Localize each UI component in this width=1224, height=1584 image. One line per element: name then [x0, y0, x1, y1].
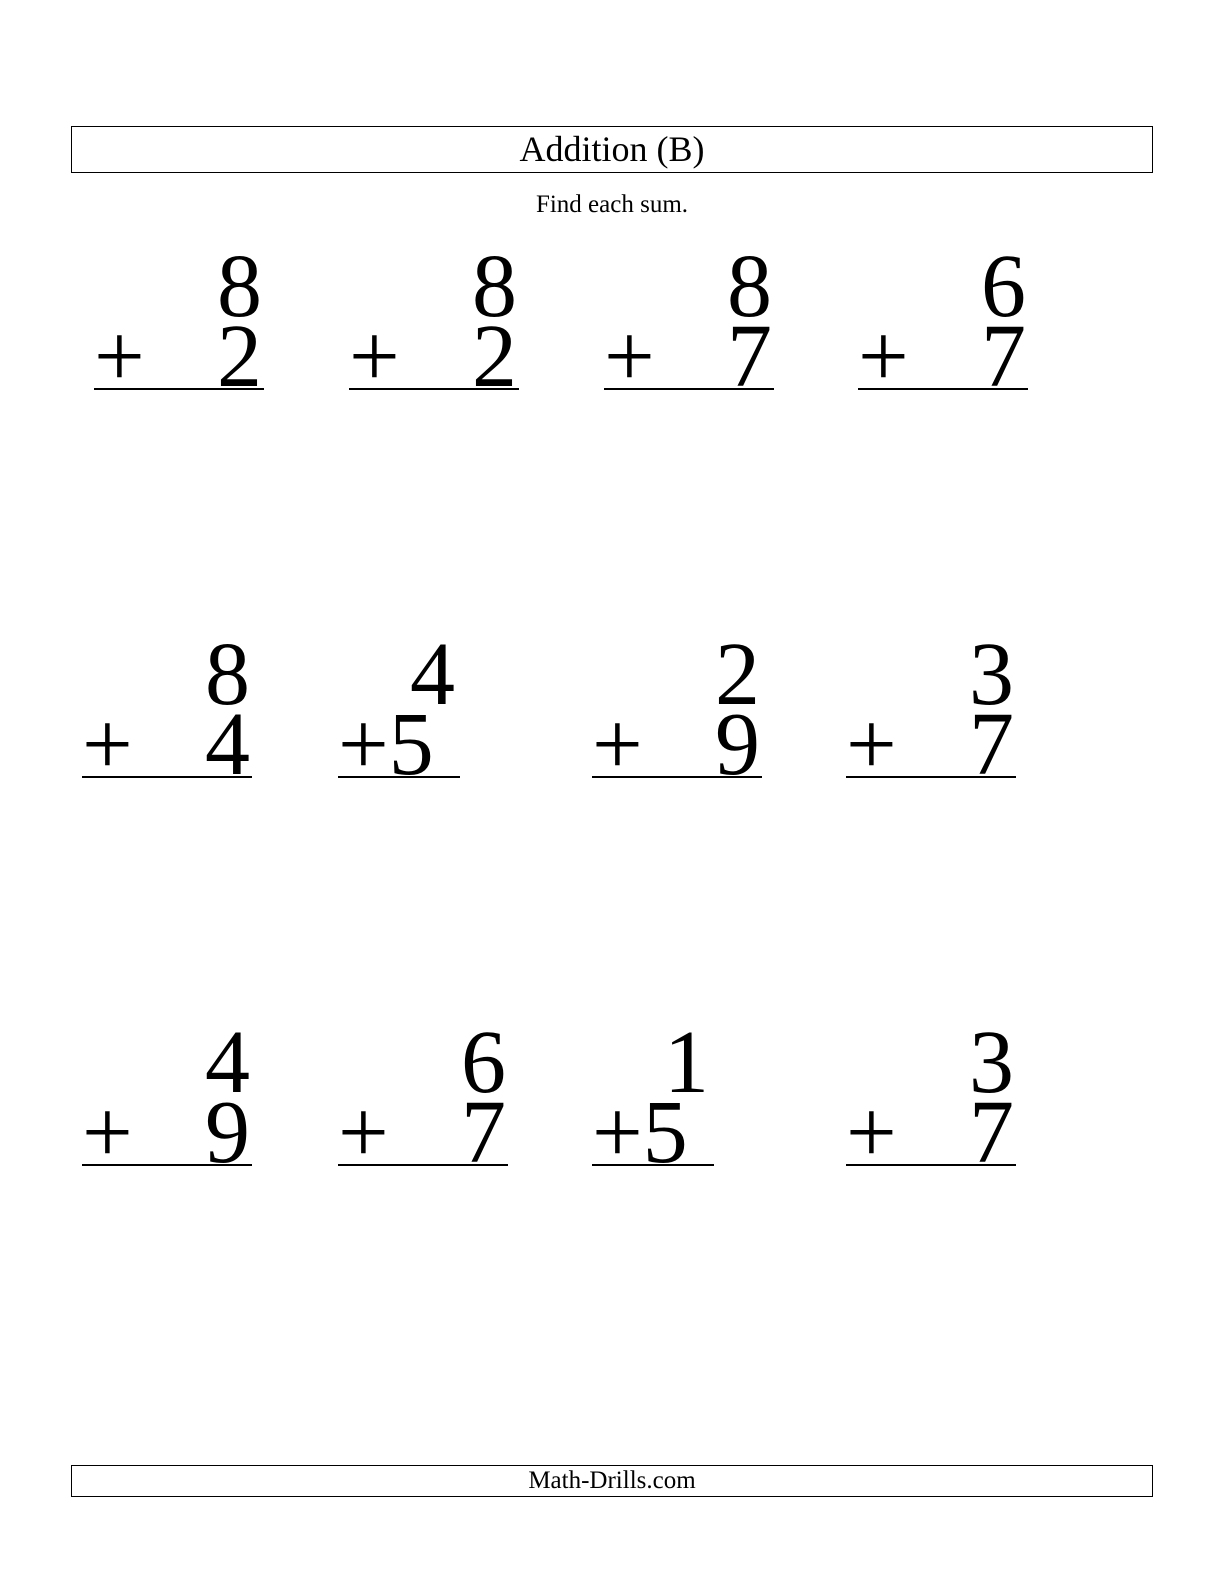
bottom-number: 9 [205, 1083, 250, 1182]
problem-7 [592, 625, 762, 794]
bottom-number: +5 [338, 695, 434, 794]
answer-line [592, 1164, 714, 1166]
top-number: 6 [461, 1013, 506, 1112]
problem-12 [846, 1013, 1016, 1182]
problem-8 [846, 625, 1016, 794]
problem-1 [94, 237, 264, 406]
top-number: 3 [969, 625, 1014, 724]
bottom-number: 7 [727, 307, 772, 406]
bottom-number: 4 [205, 695, 250, 794]
bottom-number: 9 [715, 695, 760, 794]
answer-line [338, 1164, 508, 1166]
plus-sign: + [858, 307, 909, 406]
problem-2 [349, 237, 519, 406]
problem-3 [604, 237, 774, 406]
bottom-number: 2 [472, 307, 517, 406]
answer-line [592, 776, 762, 778]
problem-6 [338, 625, 460, 794]
answer-line [349, 388, 519, 390]
plus-sign: + [82, 1083, 133, 1182]
plus-sign: + [94, 307, 145, 406]
bottom-number: 7 [969, 695, 1014, 794]
top-number: 4 [410, 625, 455, 724]
bottom-number: 7 [981, 307, 1026, 406]
answer-line [94, 388, 264, 390]
top-number: 8 [217, 237, 262, 336]
top-number: 2 [715, 625, 760, 724]
plus-sign: + [846, 1083, 897, 1182]
worksheet-title: Addition (B) [71, 126, 1153, 173]
top-number: 8 [205, 625, 250, 724]
problem-11 [592, 1013, 714, 1182]
top-number: 8 [727, 237, 772, 336]
answer-line [858, 388, 1028, 390]
problem-10 [338, 1013, 508, 1182]
instructions-text: Find each sum. [535, 191, 689, 218]
plus-sign: + [82, 695, 133, 794]
problem-5 [82, 625, 252, 794]
bottom-number: 2 [217, 307, 262, 406]
footer-credit: Math-Drills.com [71, 1465, 1153, 1497]
answer-line [338, 776, 460, 778]
top-number: 4 [205, 1013, 250, 1112]
plus-sign: + [338, 1083, 389, 1182]
top-number: 3 [969, 1013, 1014, 1112]
top-number: 8 [472, 237, 517, 336]
plus-sign: + [604, 307, 655, 406]
bottom-number: +5 [592, 1083, 688, 1182]
plus-sign: + [592, 695, 643, 794]
bottom-number: 7 [461, 1083, 506, 1182]
problem-9 [82, 1013, 252, 1182]
answer-line [846, 1164, 1016, 1166]
answer-line [604, 388, 774, 390]
plus-sign: + [349, 307, 400, 406]
bottom-number: 7 [969, 1083, 1014, 1182]
problem-4 [858, 237, 1028, 406]
answer-line [846, 776, 1016, 778]
answer-line [82, 1164, 252, 1166]
answer-line [82, 776, 252, 778]
top-number: 6 [981, 237, 1026, 336]
top-number: 1 [664, 1013, 709, 1112]
plus-sign: + [846, 695, 897, 794]
